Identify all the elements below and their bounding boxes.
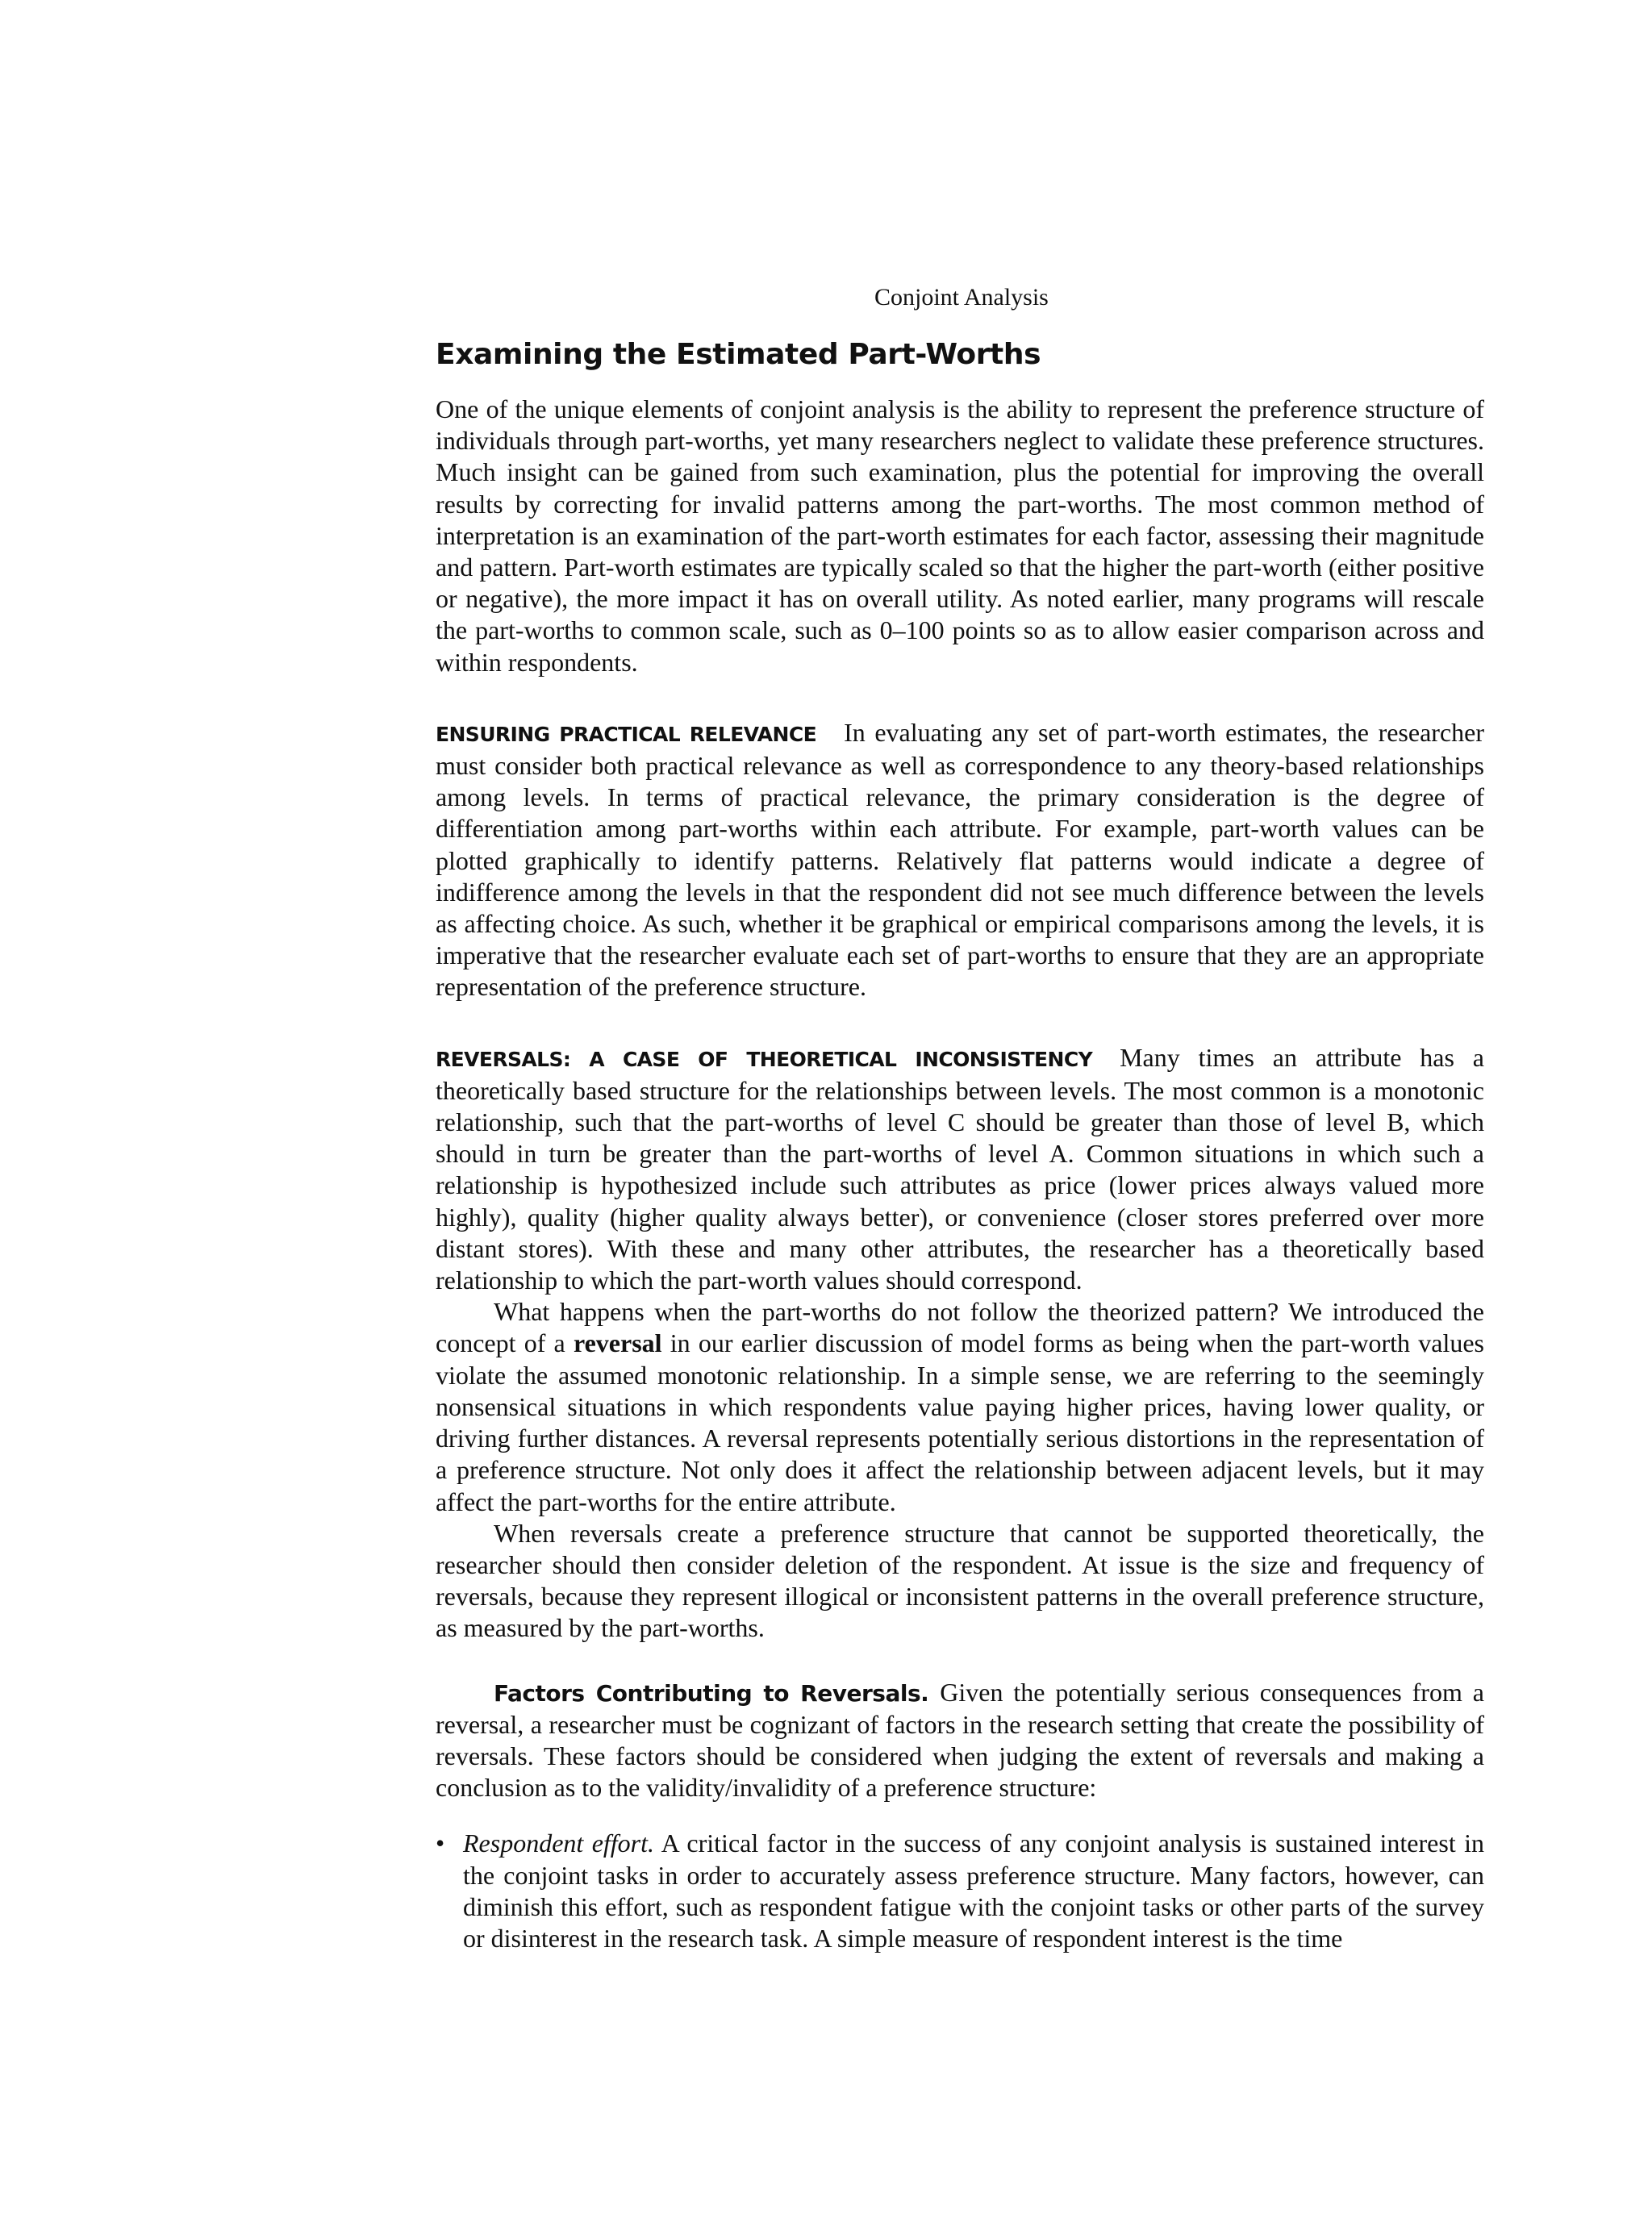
reversal-key-term: reversal	[573, 1328, 662, 1358]
factors-heading: Factors Contributing to Reversals.	[494, 1679, 929, 1707]
bullet-term: Respondent effort.	[463, 1828, 655, 1858]
factors-paragraph	[436, 1677, 1484, 1804]
factors-text: Given the potentially serious consequences from a reversal, a researcher must be cognizant of factors in the research setting that create the possibility of reversals. These factors should be considered when judging the extent of reversals and making a conclusion as to the validity/invalidity of a preference structure:	[436, 1677, 1484, 1803]
reversal-definition-after: in our earlier discussion of model forms as being when the part-worth values violate the assumed monotonic relationship. In a simple sense, we are referring to the seemingly nonsensical situations in which respondents value paying higher prices, having lower quality, or driving further distances. A reversal represents potentially serious distortions in the representation of a preference structure. Not only does it affect the relationship between adjacent levels, but it may affect the part-worths for the entire attribute.	[436, 1328, 1485, 1516]
page-body	[436, 337, 1484, 1954]
section-title: Examining the Estimated Part-Worths	[436, 338, 1041, 371]
reversals-heading: REVERSALS: A CASE OF THEORETICAL INCONSISTENCY	[436, 1047, 1093, 1071]
bullet-icon: •	[436, 1828, 445, 1858]
factors-list	[436, 1828, 1484, 1954]
practical-relevance-paragraph	[436, 717, 1484, 1003]
reversal-definition-before: What happens when the part-worths do not follow the theorized pattern? We introduced the concept of a	[436, 1297, 1484, 1358]
practical-relevance-text: In evaluating any set of part-worth estimates, the researcher must consider both practical relevance as well as correspondence to any theory-based relationships among levels. In terms of practical relevance, the primary consideration is the degree of differentiation among part-worths within each attribute. For example, part-worth values can be plotted graphically to identify patterns. Relatively flat patterns would indicate a degree of indifference among the levels in that the respondent did not see much difference between the levels as affecting choice. As such, whether it be graphical or empirical comparisons among the levels, it is imperative that the researcher evaluate each set of part-worths to ensure that they are an appropriate representation of the preference structure.	[436, 717, 1485, 1002]
list-item	[436, 1828, 1484, 1954]
bullet-text: A critical factor in the success of any conjoint analysis is sustained interest in the conjoint tasks in order to accurately assess preference structure. Many factors, however, can diminish this effort, such as respondent fatigue with the conjoint tasks or other parts of the survey or disinterest in the research task. A simple measure of respondent interest is the time	[463, 1828, 1485, 1953]
reversal-definition-paragraph	[436, 1296, 1484, 1517]
practical-relevance-heading: ENSURING PRACTICAL RELEVANCE	[436, 722, 817, 746]
reversal-deletion-paragraph: When reversals create a preference structure that cannot be supported theoretically, the researcher should then consider deletion of the respondent. At issue is the size and frequency of reversals, because they represent illogical or inconsistent patterns in the overall preference structure, as measured by the part-worths.	[436, 1518, 1484, 1643]
intro-paragraph: One of the unique elements of conjoint analysis is the ability to represent the preference structure of individuals through part-worths, yet many researchers neglect to validate these preference structures. Much insight can be gained from such examination, plus the potential for improving the overall results by correcting for invalid patterns among the part-worths. The most common method of interpretation is an examination of the part-worth estimates for each factor, assessing their magnitude and pattern. Part-worth estimates are typically scaled so that the higher the part-worth (either positive or negative), the more impact it has on overall utility. As noted earlier, many programs will rescale the part-worths to common scale, such as 0–100 points so as to allow easier comparison across and within respondents.	[436, 394, 1484, 677]
reversals-text: Many times an attribute has a theoretically based structure for the relationships between levels. The most common is a monotonic relationship, such that the part-worths of level C should be greater than those of level B, which should in turn be greater than the part-worths of level A. Common situations in which such a relationship is hypothesized include such attributes as price (lower prices always valued more highly), quality (higher quality always better), or convenience (closer stores preferred over more distant stores). With these and many other attributes, the researcher has a theoretically based relationship to which the part-worth values should correspond.	[436, 1042, 1485, 1295]
running-head-text: Conjoint Analysis	[874, 284, 1049, 311]
reversals-paragraph	[436, 1042, 1484, 1297]
